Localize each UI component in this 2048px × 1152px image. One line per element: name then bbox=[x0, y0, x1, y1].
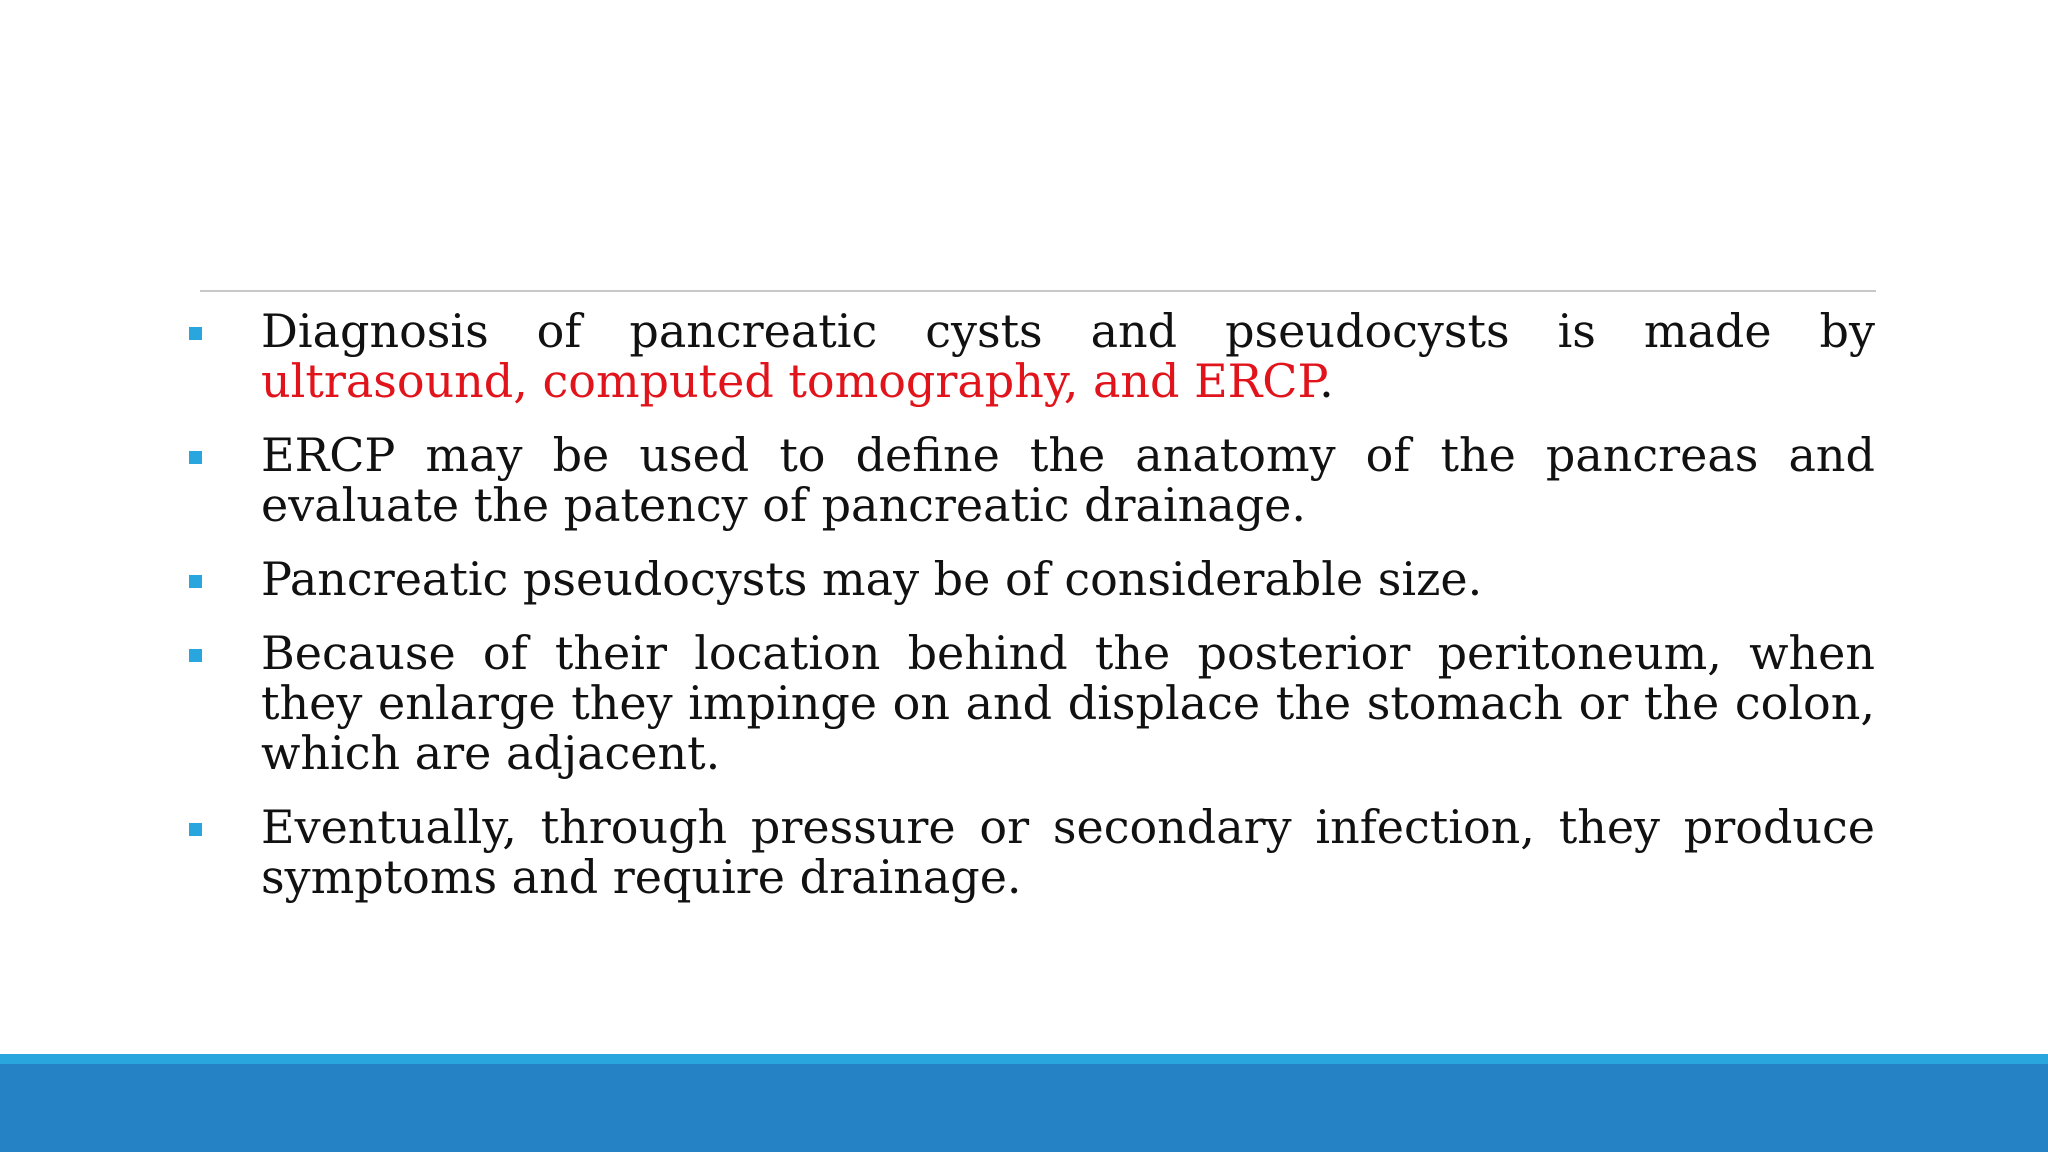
bullet-text: Pancreatic pseudocysts may be of considerable size. bbox=[261, 552, 1483, 606]
square-bullet-icon bbox=[189, 327, 202, 340]
bullet-text: Diagnosis of pancreatic cysts and pseudocysts is made by bbox=[261, 304, 1875, 358]
bullet-item-drainage bbox=[185, 802, 1875, 902]
bullet-list bbox=[185, 306, 1875, 902]
bullet-item-diagnosis bbox=[185, 306, 1875, 406]
bullet-text: ERCP may be used to define the anatomy of the pancreas and evaluate the patency of pancreatic drainage. bbox=[261, 428, 1875, 532]
header-divider bbox=[200, 290, 1876, 292]
bullet-item-size bbox=[185, 554, 1875, 604]
square-bullet-icon bbox=[189, 649, 202, 662]
bullet-text: Because of their location behind the posterior peritoneum, when they enlarge they impinge on and displace the stomach or the colon, which are adjacent. bbox=[261, 626, 1875, 780]
square-bullet-icon bbox=[189, 823, 202, 836]
footer-accent-stripe bbox=[0, 1054, 2048, 1064]
highlighted-text: ultrasound, computed tomography, and ERCP bbox=[261, 354, 1320, 408]
bullet-item-location bbox=[185, 628, 1875, 778]
slide-body bbox=[185, 306, 1875, 1066]
bullet-text-end: . bbox=[1319, 354, 1334, 408]
square-bullet-icon bbox=[189, 575, 202, 588]
square-bullet-icon bbox=[189, 451, 202, 464]
bullet-text: Eventually, through pressure or secondary infection, they produce symptoms and require drainage. bbox=[261, 800, 1875, 904]
bullet-item-ercp bbox=[185, 430, 1875, 530]
footer-band bbox=[0, 1064, 2048, 1152]
